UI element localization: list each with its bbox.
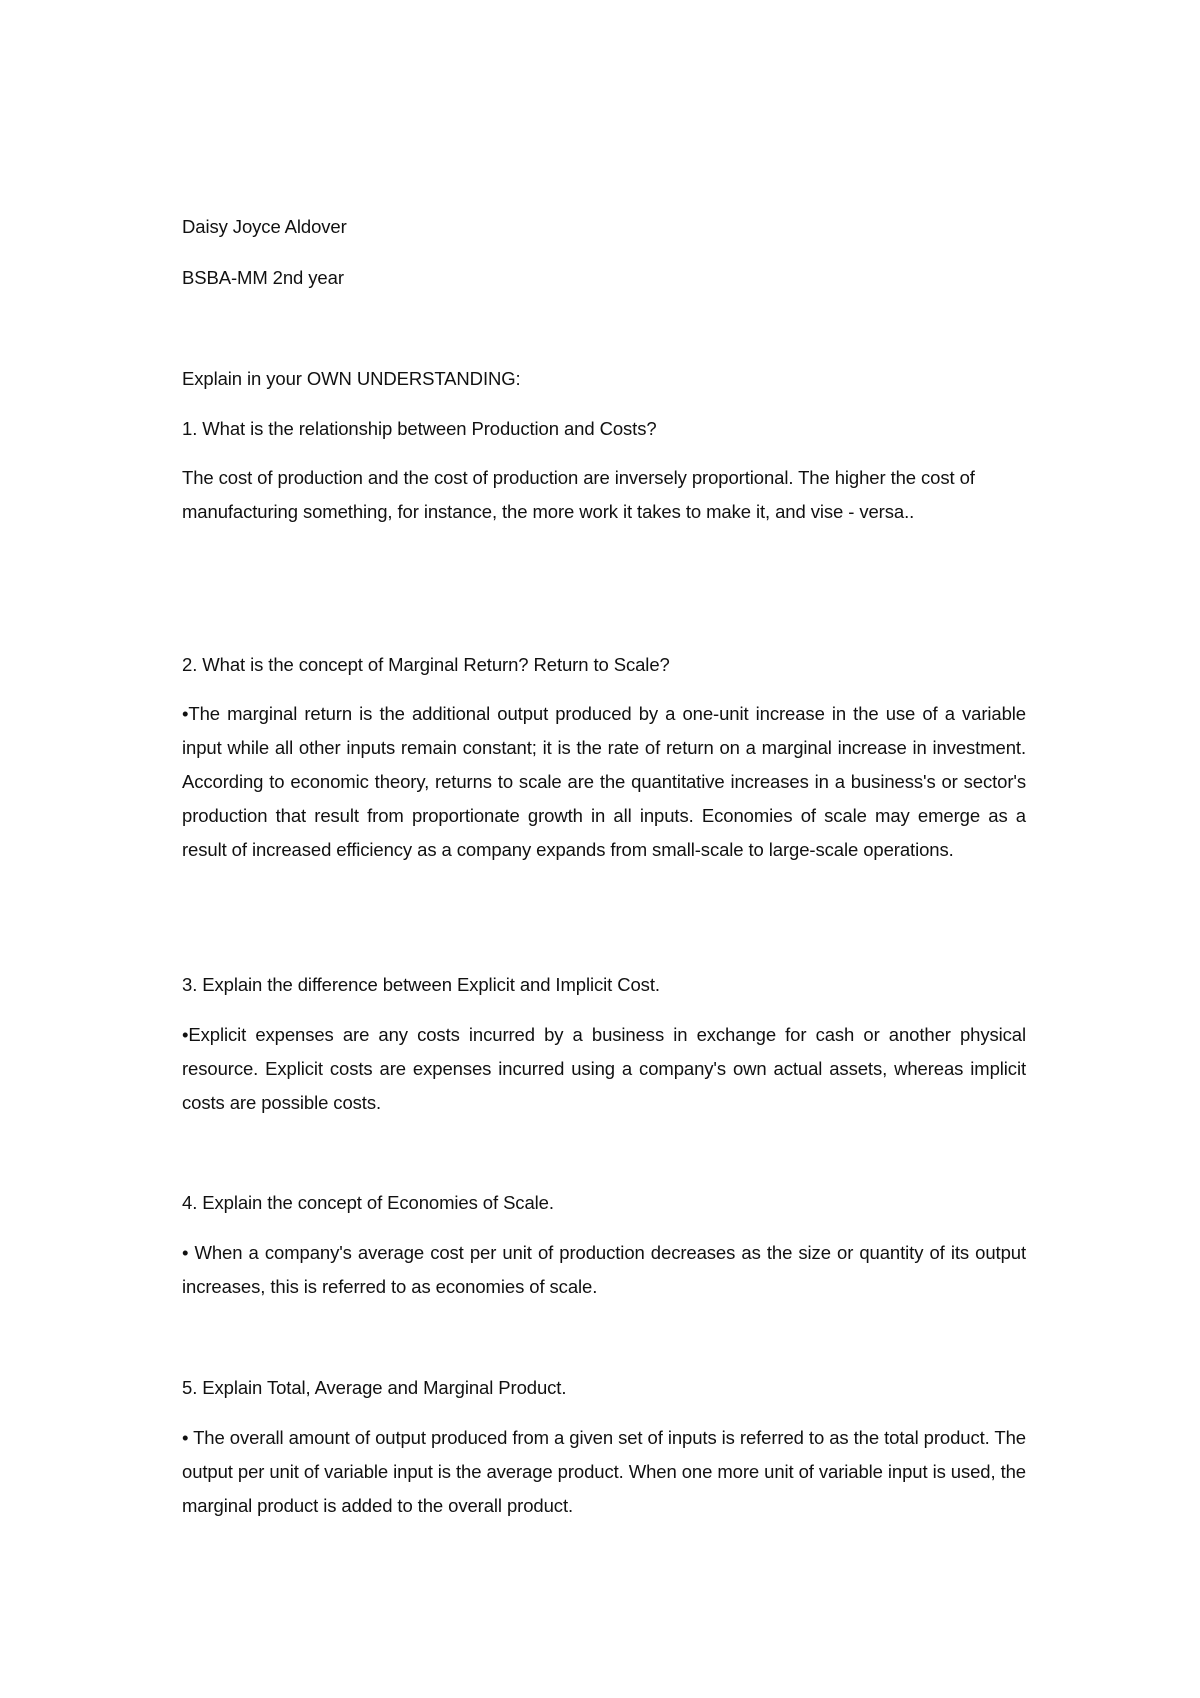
answer-5: • The overall amount of output produced from a given set of inputs is referred to as the total product. The output per unit of variable input is the average product. When one more unit of variable input is used, the marginal product is added to the overall product. bbox=[182, 1427, 1026, 1516]
question-3: 3. Explain the difference between Explicit and Implicit Cost. bbox=[182, 974, 660, 995]
instruction-heading: Explain in your OWN UNDERSTANDING: bbox=[182, 368, 521, 389]
question-1: 1. What is the relationship between Production and Costs? bbox=[182, 418, 657, 439]
student-course: BSBA-MM 2nd year bbox=[182, 267, 344, 288]
answer-4: • When a company's average cost per unit of production decreases as the size or quantity of its output increases, this is referred to as economies of scale. bbox=[182, 1242, 1026, 1297]
answer-3: •Explicit expenses are any costs incurred by a business in exchange for cash or another physical resource. Explicit costs are expenses incurred using a company's own actual assets, whereas implicit costs are possible costs. bbox=[182, 1024, 1026, 1113]
question-4: 4. Explain the concept of Economies of Scale. bbox=[182, 1192, 554, 1213]
question-2: 2. What is the concept of Marginal Return? Return to Scale? bbox=[182, 654, 670, 675]
answer-2: •The marginal return is the additional output produced by a one-unit increase in the use of a variable input while all other inputs remain constant; it is the rate of return on a marginal increase in investment. According to economic theory, returns to scale are the quantitative increases in a business's or sector's production that result from proportionate growth in all inputs. Economies of scale may emerge as a result of increased efficiency as a company expands from small-scale to large-scale operations. bbox=[182, 703, 1026, 860]
student-name: Daisy Joyce Aldover bbox=[182, 216, 347, 237]
answer-1: The cost of production and the cost of production are inversely proportional. The higher the cost of manufacturing something, for instance, the more work it takes to make it, and vise - versa.. bbox=[182, 467, 975, 522]
question-5: 5. Explain Total, Average and Marginal Product. bbox=[182, 1377, 567, 1398]
